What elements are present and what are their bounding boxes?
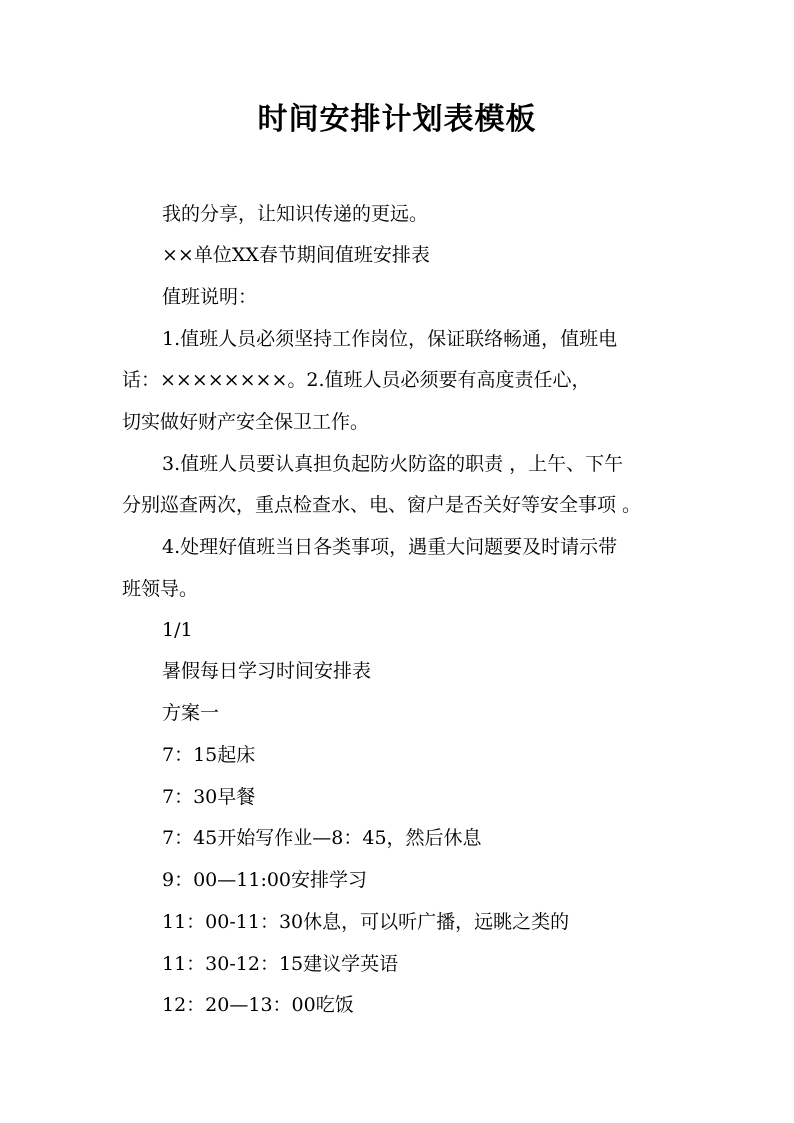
paragraph-rule-3-line-1: 3.值班人员要认真担负起防火防盗的职责 ，上午、下午 <box>162 453 624 475</box>
paragraph-rule-4-line-1: 4.处理好值班当日各类事项，遇重大问题要及时请示带 <box>162 536 618 558</box>
schedule-item: 7：45开始写作业—8：45，然后休息 <box>162 827 482 849</box>
paragraph-share-line: 我的分享，让知识传递的更远。 <box>162 203 429 225</box>
paragraph-rule-3-line-2: 分别巡查两次，重点检查水、电、窗户是否关好等安全事项 。 <box>122 494 642 516</box>
schedule-item: 9：00—11:00安排学习 <box>162 869 368 891</box>
paragraph-rule-4-line-2: 班领导。 <box>122 578 199 600</box>
schedule-item: 11：00-11：30休息，可以听广播，远眺之类的 <box>162 911 570 933</box>
schedule-item: 11：30-12：15建议学英语 <box>162 953 399 975</box>
paragraph-rule-1-line-2: 话：××××××××。2.值班人员必须要有高度责任心， <box>122 369 591 391</box>
paragraph-rule-2-line-2: 切实做好财产安全保卫工作。 <box>122 411 370 433</box>
page-number: 1/1 <box>162 619 193 641</box>
paragraph-rule-1-line-1: 1.值班人员必须坚持工作岗位，保证联络畅通，值班电 <box>162 328 618 350</box>
paragraph-schedule-heading: ××单位XX春节期间值班安排表 <box>162 244 430 266</box>
paragraph-duty-notes-label: 值班说明： <box>162 286 258 308</box>
schedule-item: 12：20—13：00吃饭 <box>162 994 354 1016</box>
schedule-item: 7：15起床 <box>162 744 256 766</box>
paragraph-summer-heading: 暑假每日学习时间安排表 <box>162 660 372 682</box>
schedule-item: 7：30早餐 <box>162 786 256 808</box>
paragraph-plan-label: 方案一 <box>162 702 220 724</box>
document-title: 时间安排计划表模板 <box>257 102 537 137</box>
